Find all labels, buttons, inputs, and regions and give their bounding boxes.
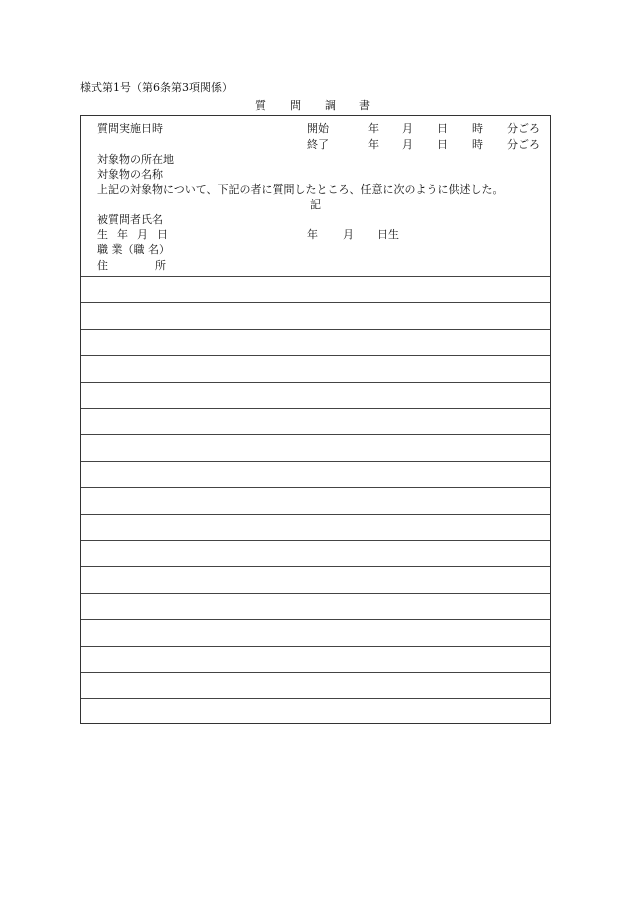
form-header: 様式第1号（第6条第3項関係） [80,81,233,94]
end-label: 終了 [307,138,329,151]
ki-label: 記 [310,198,321,211]
end-year-unit: 年 [368,138,379,151]
dob-label-char: 生 [97,228,108,241]
subject-name-label: 被質問者氏名 [97,213,163,226]
ruled-line [81,514,550,515]
ruled-line [81,698,550,699]
start-minute-unit: 分ごろ [507,122,540,135]
address-label-char: 所 [155,259,166,272]
start-label: 開始 [307,122,329,135]
dob-year-unit: 年 [307,228,318,241]
title-char: 調 [325,99,336,112]
ruled-line [81,276,550,277]
end-hour-unit: 時 [472,138,483,151]
ruled-line [81,646,550,647]
ruled-line [81,619,550,620]
ruled-line [81,355,550,356]
ruled-line [81,302,550,303]
dob-label-char: 日 [157,228,168,241]
location-label: 対象物の所在地 [97,153,174,166]
ruled-line [81,434,550,435]
title-char: 書 [359,99,370,112]
impl-datetime-label: 質問実施日時 [97,122,163,135]
dob-label-char: 年 [117,228,128,241]
ruled-line [81,487,550,488]
address-label-char: 住 [97,259,108,272]
ruled-line [81,593,550,594]
dob-month-unit: 月 [343,228,354,241]
ruled-line [81,382,550,383]
ruled-line [81,461,550,462]
start-month-unit: 月 [402,122,413,135]
ruled-line [81,408,550,409]
ruled-line [81,540,550,541]
end-month-unit: 月 [402,138,413,151]
dob-day-unit: 日生 [377,228,399,241]
start-hour-unit: 時 [472,122,483,135]
end-minute-unit: 分ごろ [507,138,540,151]
end-day-unit: 日 [437,138,448,151]
start-day-unit: 日 [437,122,448,135]
ruled-line [81,566,550,567]
ruled-line [81,672,550,673]
title-char: 質 [255,99,266,112]
name-label: 対象物の名称 [97,168,163,181]
dob-label-char: 月 [137,228,148,241]
ruled-line [81,329,550,330]
title-char: 問 [290,99,301,112]
statement-text: 上記の対象物について、下記の者に質問したところ、任意に次のように供述した。 [97,183,504,196]
start-year-unit: 年 [368,122,379,135]
occupation-label: 職 業（職 名） [97,243,170,256]
